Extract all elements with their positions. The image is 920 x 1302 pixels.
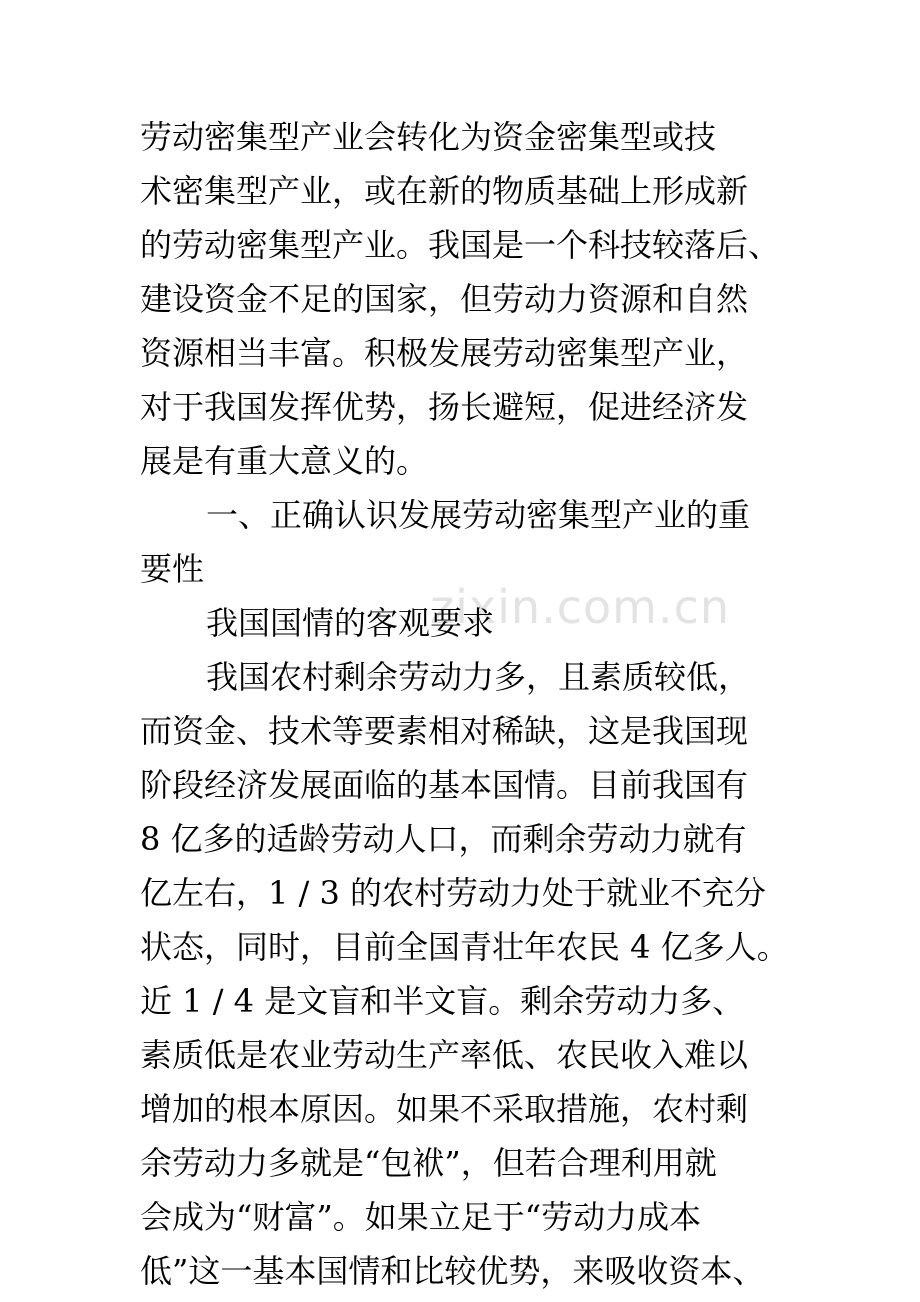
text-line: 而资金、技术等要素相对稀缺，这是我国现 bbox=[140, 712, 749, 750]
body-text bbox=[140, 110, 800, 1298]
section-heading-cont: 要性 bbox=[140, 550, 205, 588]
text-line: 劳动密集型产业会转化为资金密集型或技 bbox=[140, 118, 717, 156]
text-line: 素质低是农业劳动生产率低、农民收入难以 bbox=[140, 1036, 749, 1074]
text-line: 的劳动密集型产业。我国是一个科技较落后、 bbox=[140, 226, 781, 264]
subsection-heading: 我国国情的客观要求 bbox=[206, 604, 495, 642]
text-line: 近 1 / 4 是文盲和半文盲。剩余劳动力多、 bbox=[140, 982, 745, 1020]
text-line: 增加的根本原因。如果不采取措施，农村剩 bbox=[140, 1090, 749, 1128]
text-line: 对于我国发挥优势，扬长避短，促进经济发 bbox=[140, 388, 749, 426]
text-line: 我国农村剩余劳动力多，且素质较低， bbox=[206, 658, 751, 696]
text-line: 8 亿多的适龄劳动人口，而剩余劳动力就有 bbox=[140, 820, 747, 858]
text-line: 阶段经济发展面临的基本国情。目前我国有 bbox=[140, 766, 749, 804]
text-line: 建设资金不足的国家，但劳动力资源和自然 bbox=[140, 280, 749, 318]
watermark: zixin.com.cn bbox=[430, 580, 731, 634]
text-line: 术密集型产业，或在新的物质基础上形成新 bbox=[140, 172, 749, 210]
text-line: 会成为“财富”。如果立足于“劳动力成本 bbox=[140, 1198, 702, 1236]
text-line: 亿左右，1 / 3 的农村劳动力处于就业不充分 bbox=[140, 874, 767, 912]
text-line: 余劳动力多就是“包袱”，但若合理利用就 bbox=[140, 1144, 717, 1182]
text-line: 状态，同时，目前全国青壮年农民 4 亿多人。 bbox=[140, 928, 789, 966]
text-line: 展是有重大意义的。 bbox=[140, 442, 429, 480]
text-line: 资源相当丰富。积极发展劳动密集型产业， bbox=[140, 334, 749, 372]
section-heading: 一、正确认识发展劳动密集型产业的重 bbox=[206, 496, 751, 534]
text-line: 低”这一基本国情和比较优势，来吸收资本、 bbox=[140, 1252, 765, 1290]
